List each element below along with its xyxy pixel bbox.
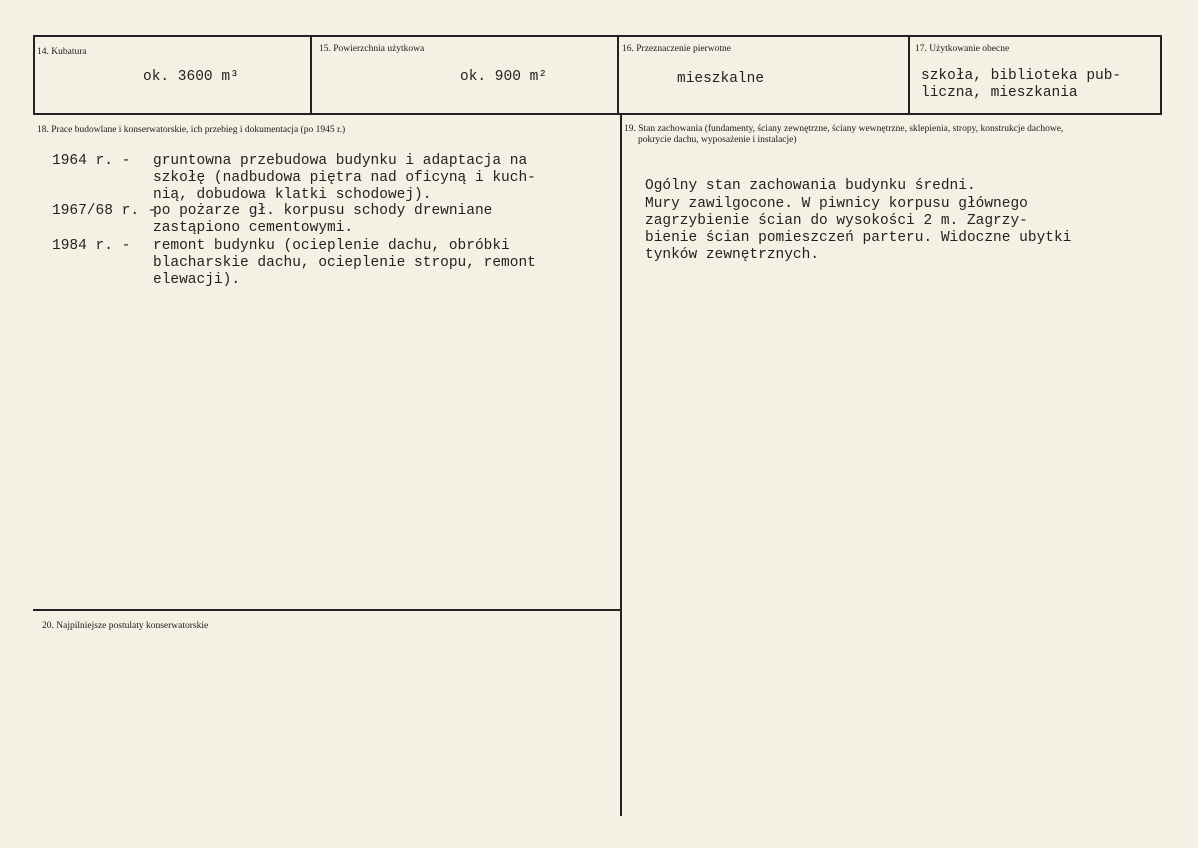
row-divider-1	[33, 113, 1162, 115]
field-17-label: 17. Użytkowanie obecne	[915, 44, 1010, 54]
field-20-label: 20. Najpilniejsze postulaty konserwatorskie	[42, 621, 209, 631]
left-border	[33, 35, 35, 115]
entry-line: blacharskie dachu, ocieplenie stropu, remont	[153, 255, 536, 271]
field-14-label: 14. Kubatura	[37, 47, 87, 57]
condition-line-1: Ogólny stan zachowania budynku średni.	[645, 178, 976, 194]
top-border	[33, 35, 1162, 37]
field-17-value-line-2: liczna, mieszkania	[921, 85, 1078, 101]
work-entry-1967-68	[52, 203, 612, 237]
col-divider-16-17	[908, 35, 910, 115]
entry-line: nią, dobudowa klatki schodowej).	[153, 187, 432, 203]
entry-line: zastąpiono cementowymi.	[153, 220, 354, 236]
condition-line-5: tynków zewnętrznych.	[645, 247, 820, 263]
condition-line-3: zagrzybienie ścian do wysokości 2 m. Zagrzy-	[645, 213, 1028, 229]
field-18-label: 18. Prace budowlane i konserwatorskie, ich przebieg i dokumentacja (po 1945 r.)	[37, 125, 346, 135]
work-entry-1984	[52, 238, 612, 289]
entry-line: szkołę (nadbudowa piętra nad oficyną i kuch-	[153, 170, 536, 186]
entry-line: gruntowna przebudowa budynku i adaptacja na	[153, 153, 528, 169]
field-16-value: mieszkalne	[677, 71, 765, 87]
entry-line: po pożarze gł. korpusu schody drewniane	[153, 203, 493, 219]
field-17-value-line-1: szkoła, biblioteka pub-	[921, 68, 1122, 84]
field-16-label: 16. Przeznaczenie pierwotne	[622, 44, 731, 54]
field-14-value: ok. 3600 m³	[143, 69, 239, 85]
col-divider-main	[620, 113, 622, 816]
col-divider-14-15	[310, 35, 312, 115]
condition-line-4: bienie ścian pomieszczeń parteru. Widoczne ubytki	[645, 230, 1072, 246]
entry-year: 1967/68 r. -	[52, 203, 157, 219]
condition-line-2: Mury zawilgocone. W piwnicy korpusu głównego	[645, 196, 1028, 212]
entry-year: 1984 r. -	[52, 238, 131, 254]
col-divider-15-16	[617, 35, 619, 115]
field-15-label: 15. Powierzchnia użytkowa	[319, 44, 425, 54]
field-15-value: ok. 900 m²	[460, 69, 548, 85]
entry-line: elewacji).	[153, 272, 241, 288]
entry-year: 1964 r. -	[52, 153, 131, 169]
field-19-label-line-2: pokrycie dachu, wyposażenie i instalacje)	[638, 135, 797, 145]
row-divider-2	[33, 609, 622, 611]
field-19-label-line-1: 19. Stan zachowania (fundamenty, ściany zewnętrzne, ściany wewnętrzne, sklepienia, stropy, konstrukcje dachowe,	[624, 124, 1064, 134]
entry-line: remont budynku (ocieplenie dachu, obróbki	[153, 238, 510, 254]
right-border	[1160, 35, 1162, 115]
work-entry-1964	[52, 153, 612, 204]
